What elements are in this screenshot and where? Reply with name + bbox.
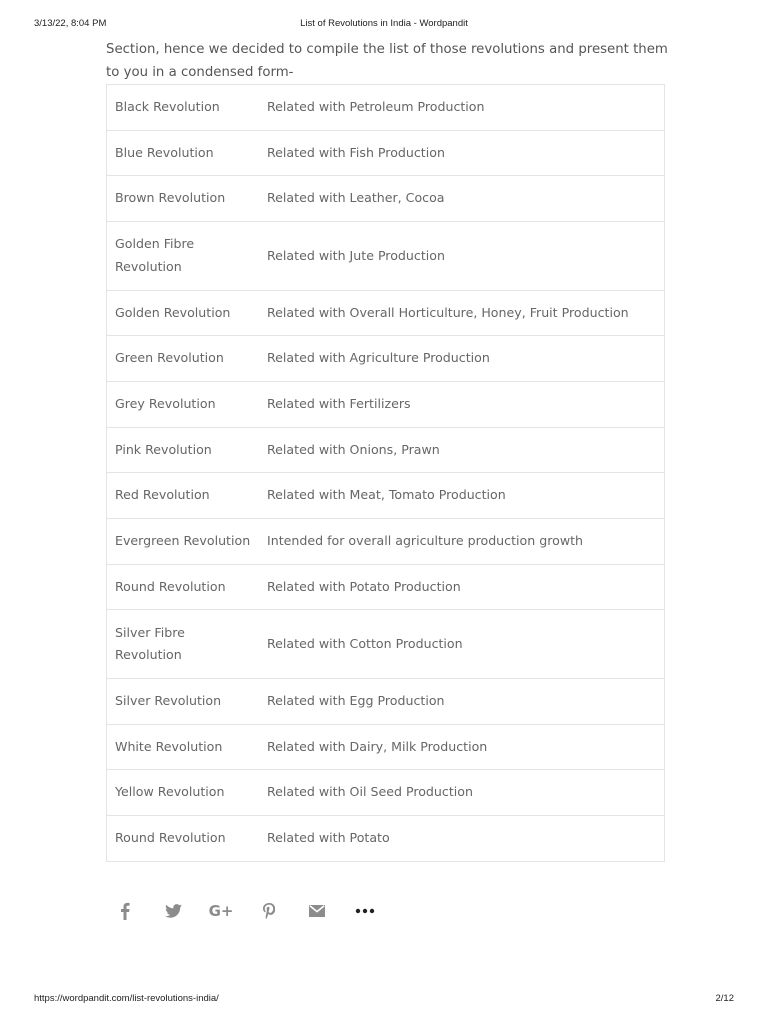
revolution-description: Related with Leather, Cocoa <box>259 176 665 222</box>
print-header <box>34 18 734 32</box>
revolution-name: Brown Revolution <box>107 176 260 222</box>
print-url: https://wordpandit.com/list-revolutions-india/ <box>34 993 219 1004</box>
table-row <box>107 564 665 610</box>
table-row <box>107 473 665 519</box>
table-row <box>107 427 665 473</box>
revolution-name: Blue Revolution <box>107 130 260 176</box>
table-row <box>107 85 665 131</box>
table-row <box>107 770 665 816</box>
revolution-name: Round Revolution <box>107 815 260 861</box>
print-footer <box>34 993 734 1007</box>
revolution-description: Related with Fertilizers <box>259 381 665 427</box>
revolution-description: Related with Jute Production <box>259 222 665 291</box>
revolution-name: Golden Fibre Revolution <box>107 222 260 291</box>
table-row <box>107 222 665 291</box>
revolution-name: Silver Fibre Revolution <box>107 610 260 679</box>
share-bar <box>113 898 401 924</box>
table-row <box>107 336 665 382</box>
revolution-description: Related with Agriculture Production <box>259 336 665 382</box>
google-plus-label: G+ <box>208 902 234 920</box>
revolution-description: Related with Fish Production <box>259 130 665 176</box>
table-row <box>107 381 665 427</box>
table-row <box>107 519 665 565</box>
revolution-name: Yellow Revolution <box>107 770 260 816</box>
revolution-name: Green Revolution <box>107 336 260 382</box>
twitter-icon[interactable] <box>161 899 185 923</box>
google-plus-icon[interactable] <box>209 899 233 923</box>
revolution-description: Related with Oil Seed Production <box>259 770 665 816</box>
table-row <box>107 610 665 679</box>
revolution-name: Black Revolution <box>107 85 260 131</box>
intro-paragraph: Section, hence we decided to compile the list of those revolutions and present them to you in a condensed form- <box>106 42 668 80</box>
email-icon[interactable] <box>305 899 329 923</box>
revolution-description: Related with Potato Production <box>259 564 665 610</box>
revolutions-table <box>106 84 665 862</box>
revolution-name: Round Revolution <box>107 564 260 610</box>
revolution-name: White Revolution <box>107 724 260 770</box>
print-page-title: List of Revolutions in India - Wordpandit <box>300 18 468 29</box>
pinterest-icon[interactable] <box>257 899 281 923</box>
revolution-description: Related with Onions, Prawn <box>259 427 665 473</box>
table-row <box>107 678 665 724</box>
revolution-description: Related with Petroleum Production <box>259 85 665 131</box>
revolution-description: Related with Cotton Production <box>259 610 665 679</box>
print-datetime: 3/13/22, 8:04 PM <box>34 18 107 29</box>
revolution-name: Pink Revolution <box>107 427 260 473</box>
revolution-description: Related with Meat, Tomato Production <box>259 473 665 519</box>
revolution-description: Intended for overall agriculture production growth <box>259 519 665 565</box>
table-row <box>107 290 665 336</box>
revolution-description: Related with Overall Horticulture, Honey, Fruit Production <box>259 290 665 336</box>
revolution-name: Evergreen Revolution <box>107 519 260 565</box>
table-row <box>107 176 665 222</box>
table-row <box>107 130 665 176</box>
revolution-name: Silver Revolution <box>107 678 260 724</box>
revolution-description: Related with Potato <box>259 815 665 861</box>
page-number: 2/12 <box>715 993 734 1004</box>
revolution-description: Related with Egg Production <box>259 678 665 724</box>
revolution-description: Related with Dairy, Milk Production <box>259 724 665 770</box>
table-row <box>107 815 665 861</box>
table-row <box>107 724 665 770</box>
revolution-name: Golden Revolution <box>107 290 260 336</box>
more-icon[interactable] <box>353 899 377 923</box>
facebook-icon[interactable] <box>113 899 137 923</box>
revolution-name: Grey Revolution <box>107 381 260 427</box>
revolution-name: Red Revolution <box>107 473 260 519</box>
